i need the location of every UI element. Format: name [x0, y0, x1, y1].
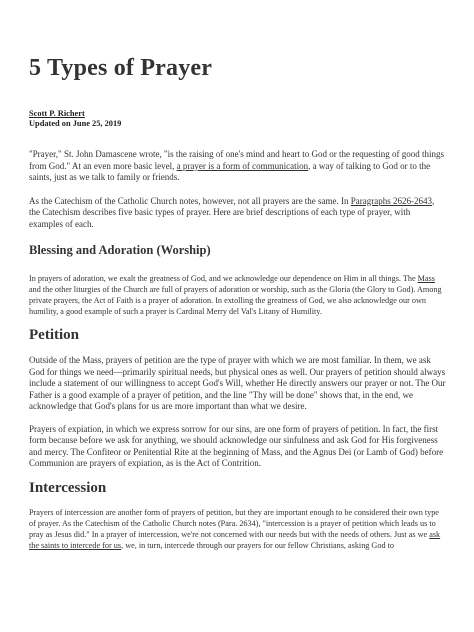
- petition-paragraph-1: Outside of the Mass, prayers of petition are the type of prayer with which we are most familiar. In them, we ask God for things we need—primarily spiritual needs, but physical ones as well. Our prayers of petition should always include a statement of our willingness to accept God's Will, whether He directly answers our prayer or not. The Our Father is a good example of a prayer of petition, and the line "Thy will be done" shows that, in the end, we acknowledge that God's plans for us are more important than what we desire.: [29, 355, 446, 411]
- updated-date: Updated on June 25, 2019: [29, 119, 122, 128]
- intercession-text-a: Prayers of intercession are another form of prayers of petition, but they are important enough to be considered their own type of prayer. As the Catechism of the Catholic Church notes (Para. 2634), "intercession is a prayer of petition which leads us to pray as Jesus did." In a prayer of intercession, we're not concerned with our needs but with the needs of others. Just as we: [29, 507, 439, 539]
- petition-paragraph-2: Prayers of expiation, in which we express sorrow for our sins, are one form of prayers of petition. In fact, the first form because before we ask for anything, we should acknowledge our sinfulness and ask God for His forgiveness and mercy. The Confiteor or Penitential Rite at the beginning of Mass, and the Agnus Dei (or Lamb of God) before Communion are prayers of expiation, as is the Act of Contrition.: [29, 423, 444, 468]
- intro-p2-text-a: As the Catechism of the Catholic Church notes, however, not all prayers are the same. In: [29, 195, 351, 206]
- prayer-communication-link[interactable]: a prayer is a form of communication: [176, 160, 309, 171]
- blessing-text-a: In prayers of adoration, we exalt the greatness of God, and we acknowledge our dependence on Him in all things. The: [29, 274, 418, 283]
- intercession-text-b: , we, in turn, intercede through our prayers for our fellow Christians, asking God to: [121, 540, 394, 550]
- heading-petition: Petition: [29, 327, 79, 343]
- byline: [29, 109, 446, 129]
- blessing-text-b: and the other liturgies of the Church are full of prayers of adoration or worship, such as the Gloria (the Glory to God). Among private prayers, the Act of Faith is a prayer of adoration. In extolling the greatness of God, we also acknowledge our own humility, a good example of such a prayer is Cardinal Merry del Val's Litany of Humility.: [29, 285, 442, 316]
- intro-p1-text-b: , a way of talking to God or to the saints, just as we talk to family or friends.: [29, 160, 431, 182]
- intro-paragraph-2: [29, 196, 446, 231]
- intercession-paragraph: [29, 507, 446, 551]
- mass-link[interactable]: Mass: [417, 274, 435, 283]
- paragraphs-link[interactable]: Paragraphs 2626-2643: [350, 195, 433, 206]
- intro-paragraph-1: [29, 149, 446, 184]
- heading-blessing-adoration: Blessing and Adoration (Worship): [29, 243, 211, 257]
- page-title: 5 Types of Prayer: [29, 55, 213, 81]
- intro-p2-text-b: , the Catechism describes five basic types of prayer. Here are brief descriptions of each type of prayer, with examples of each.: [29, 195, 435, 229]
- intro-p1-text-a: "Prayer," St. John Damascene wrote, "is the raising of one's mind and heart to God or the requesting of good things from God." At an even more basic level,: [29, 149, 444, 171]
- heading-intercession: Intercession: [29, 479, 107, 496]
- ask-saints-link[interactable]: ask the saints to intercede for us: [29, 529, 441, 550]
- blessing-paragraph: [29, 273, 446, 317]
- author-name[interactable]: Scott P. Richert: [29, 109, 85, 118]
